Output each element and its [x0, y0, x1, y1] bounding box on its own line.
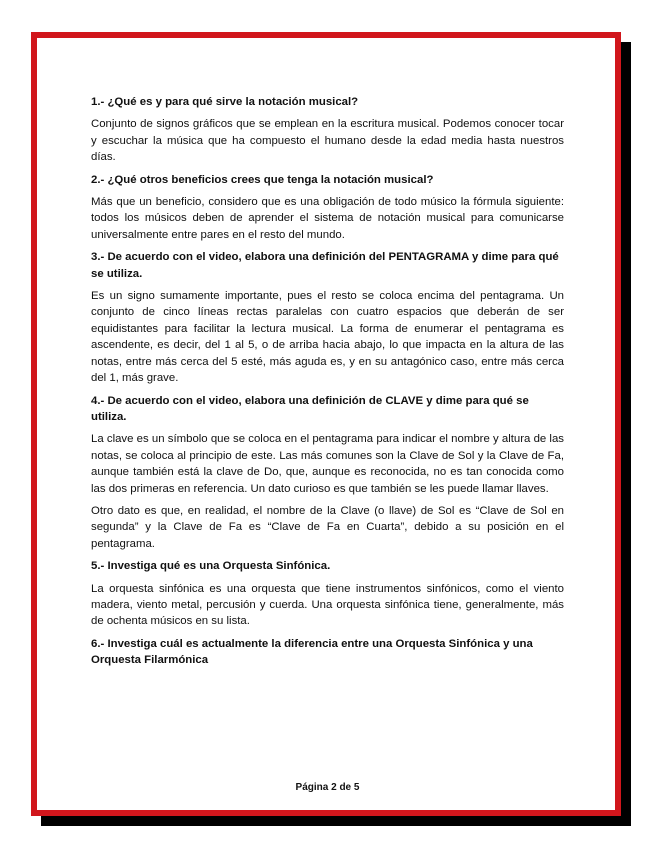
question-5: 5.- Investiga qué es una Orquesta Sinfónica. [91, 560, 331, 573]
question-2: 2.- ¿Qué otros beneficios crees que tenga la notación musical? [91, 173, 434, 186]
question-3: 3.- De acuerdo con el video, elabora una definición del PENTAGRAMA y dime para qué se utiliza. [91, 251, 559, 280]
page-number-footer: Página 2 de 5 [295, 782, 360, 793]
answer-5: La orquesta sinfónica es una orquesta que tiene instrumentos sinfónicos, como el viento madera, viento metal, percusión y cuerda. Una orquesta sinfónica tiene, generalmente, más de ochenta músicos en su lista. [91, 582, 564, 628]
question-6: 6.- Investiga cuál es actualmente la diferencia entre una Orquesta Sinfónica y una Orquesta Filarmónica [91, 637, 533, 667]
answer-4-paragraph-2: Otro dato es que, en realidad, el nombre de la Clave (o llave) de Sol es “Clave de Sol en segunda” y la Clave de Fa es “Clave de Fa en Cuarta”, debido a su posición en el pentagrama. [91, 504, 564, 550]
question-4: 4.- De acuerdo con el video, elabora una definición de CLAVE y dime para qué se utiliza. [91, 394, 529, 423]
answer-3: Es un signo sumamente importante, pues el resto se coloca encima del pentagrama. Un conjunto de cinco líneas rectas paralelas con cuatro espacios que deberán de ser equidistantes para facilitar la lectura musical. La forma de enumerar el pentagrama es ascendente, es decir, del 1 al 5, o de arriba hacia abajo, lo que impacta en la altura de las notas, entre más cerca del 5 esté, más aguda es, y en su antagónico caso, entre más cerca del 1, más grave. [91, 290, 564, 385]
question-1: 1.- ¿Qué es y para qué sirve la notación musical? [91, 96, 359, 108]
answer-1: Conjunto de signos gráficos que se emplean en la escritura musical. Podemos conocer tocar y escuchar la música que ha compuesto el humano desde la edad media hasta nuestros días. [91, 118, 564, 164]
document-body [91, 94, 564, 675]
answer-2: Más que un beneficio, considero que es una obligación de todo músico la fórmula siguiente: todos los músicos deben de aprender el sistema de notación musical para comunicarse universalmente entre pares en el resto del mundo. [91, 196, 564, 241]
answer-4-paragraph-1: La clave es un símbolo que se coloca en el pentagrama para indicar el nombre y altura de las notas, se coloca al principio de este. Las más comunes son la Clave de Sol y la Clave de Fa, aunque también está la clave de Do, que, aunque es reconocida, no es tan conocida como las dos primeras en referencia. Un dato curioso es que también se les puede llamar llaves. [91, 433, 564, 495]
